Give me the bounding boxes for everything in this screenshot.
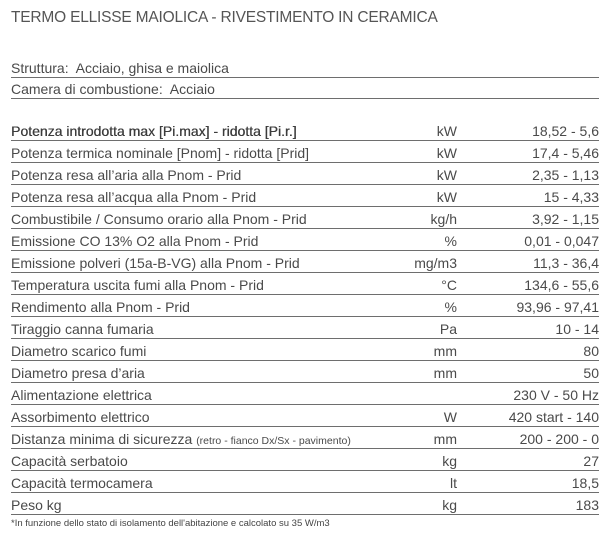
page-title: TERMO ELLISSE MAIOLICA - RIVESTIMENTO IN CERAMICA (11, 9, 438, 26)
spec-row-dust-emission (11, 251, 599, 273)
spec-label: Diametro presa d’aria (11, 365, 145, 381)
spec-label: Capacità serbatoio (11, 453, 128, 469)
spec-label: Distanza minima di sicurezza (retro - fianco Dx/Sx - pavimento) (11, 431, 351, 447)
spec-value: 3,92 - 1,15 (532, 211, 599, 227)
spec-unit: lt (450, 475, 457, 491)
combustion-chamber-label: Camera di combustione: (11, 81, 163, 97)
spec-value: 2,35 - 1,13 (532, 167, 599, 183)
spec-row-tank-capacity (11, 449, 599, 471)
spec-unit: mm (433, 365, 457, 381)
spec-unit: % (444, 233, 457, 249)
spec-value: 50 (583, 365, 599, 381)
spec-label: Alimentazione elettrica (11, 387, 152, 403)
spec-value: 10 - 14 (555, 321, 599, 337)
spec-row-weight (11, 493, 599, 515)
spec-row-air-power (11, 163, 599, 185)
spec-label: Combustibile / Consumo orario alla Pnom - Prid (11, 211, 307, 227)
spec-row-co-emission (11, 229, 599, 251)
spec-unit: mg/m3 (414, 255, 457, 271)
spec-row-boiler-capacity (11, 471, 599, 493)
spec-row-efficiency (11, 295, 599, 317)
spec-row-water-power (11, 185, 599, 207)
spec-row-nominal-power (11, 141, 599, 163)
spec-row-input-power (11, 119, 599, 141)
spec-value: 200 - 200 - 0 (519, 431, 599, 447)
spec-label: Temperatura uscita fumi alla Pnom - Prid (11, 277, 264, 293)
spec-label: Emissione CO 13% O2 alla Pnom - Prid (11, 233, 259, 249)
spec-unit: kg/h (430, 211, 457, 227)
spec-unit: mm (433, 431, 457, 447)
structure-label: Struttura: (11, 60, 69, 76)
spec-label: Potenza termica nominale [Pnom] - ridotta [Prid] (11, 145, 310, 161)
spec-label: Peso kg (11, 497, 62, 513)
spec-label: Capacità termocamera (11, 475, 153, 491)
spec-row-flue-temperature (11, 273, 599, 295)
spec-unit: mm (433, 343, 457, 359)
spec-value: 183 (575, 497, 599, 513)
combustion-chamber-value: Acciaio (169, 81, 215, 97)
spec-label: Diametro scarico fumi (11, 343, 147, 359)
spec-value: 80 (583, 343, 599, 359)
spec-unit: % (444, 299, 457, 315)
spec-note: (retro - fianco Dx/Sx - pavimento) (196, 435, 351, 447)
spec-label: Rendimento alla Pnom - Prid (11, 299, 190, 315)
spec-label: Assorbimento elettrico (11, 409, 150, 425)
spec-value: 18,52 - 5,6 (532, 123, 599, 139)
spec-value: 93,96 - 97,41 (516, 299, 599, 315)
spec-value: 27 (583, 453, 599, 469)
combustion-chamber-row (11, 78, 599, 99)
footnote: *In funzione dello stato di isolamento dell'abitazione e calcolato su 35 W/m3 (11, 518, 330, 529)
spec-unit: kW (436, 189, 457, 205)
spec-row-air-intake-diameter (11, 361, 599, 383)
spec-unit: kW (436, 167, 457, 183)
spec-value: 18,5 (571, 475, 599, 491)
spec-label: Potenza resa all’aria alla Pnom - Prid (11, 167, 242, 183)
specs-table (11, 119, 599, 515)
spec-value: 134,6 - 55,6 (524, 277, 599, 293)
structure-row (11, 57, 599, 78)
spec-unit: W (443, 409, 457, 425)
spec-unit: °C (441, 277, 457, 293)
spec-value: 420 start - 140 (508, 409, 599, 425)
spec-unit: Pa (439, 321, 457, 337)
spec-unit: kg (442, 497, 457, 513)
spec-unit: kW (436, 145, 457, 161)
spec-value: 0,01 - 0,047 (524, 233, 599, 249)
spec-unit: kg (442, 453, 457, 469)
spec-label: Potenza introdotta max [Pi.max] - ridotta [Pi.r.] (11, 123, 297, 139)
spec-unit: kW (436, 123, 457, 139)
structure-value: Acciaio, ghisa e maiolica (75, 60, 229, 76)
spec-row-power-supply (11, 383, 599, 405)
spec-row-power-consumption (11, 405, 599, 427)
spec-value: 11,3 - 36,4 (533, 255, 599, 271)
spec-value: 230 V - 50 Hz (513, 387, 599, 403)
spec-label: Tiraggio canna fumaria (11, 321, 154, 337)
spec-row-flue-diameter (11, 339, 599, 361)
spec-row-fuel-consumption (11, 207, 599, 229)
materials-section (11, 57, 599, 99)
spec-value: 15 - 4,33 (543, 189, 599, 205)
spec-value: 17,4 - 5,46 (532, 145, 599, 161)
spec-label: Emissione polveri (15a-B-VG) alla Pnom - Prid (11, 255, 300, 271)
spec-row-chimney-draft (11, 317, 599, 339)
spec-row-safety-distance (11, 427, 599, 449)
spec-label: Potenza resa all’acqua alla Pnom - Prid (11, 189, 257, 205)
